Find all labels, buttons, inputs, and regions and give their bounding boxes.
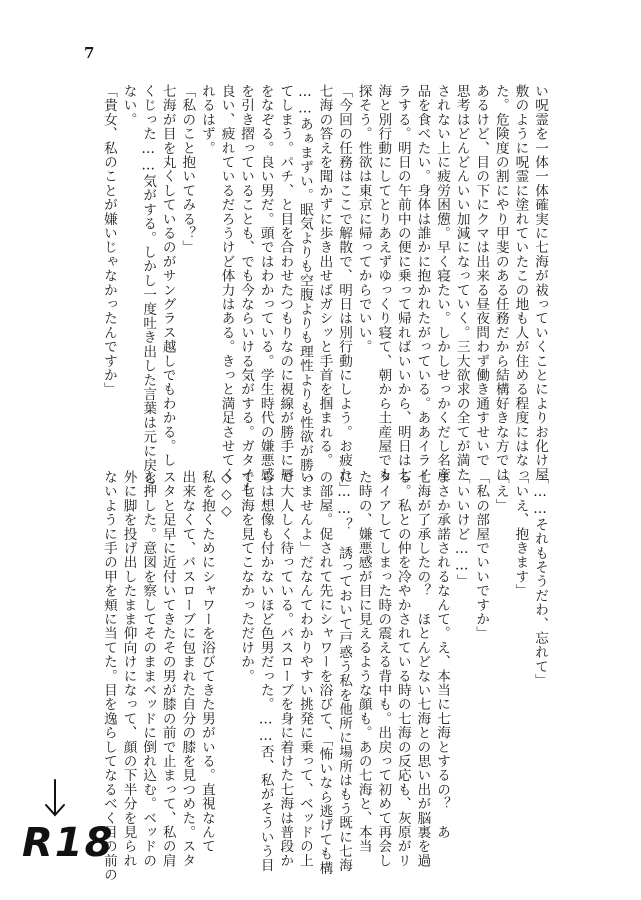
text-line: で七海を見てこなかっただけか。 bbox=[238, 470, 255, 683]
text-line: 「いいけど……」 bbox=[453, 470, 470, 589]
text-line: を押した。意図を察してそのままベッドに倒れ込む。ベッドの bbox=[140, 470, 157, 868]
text-line: 「いえ、抱きます」 bbox=[512, 470, 529, 598]
bottom-text-column bbox=[100, 470, 549, 882]
text-line: ないように手の甲を頬に当てた。目を逸らしてなるべく目の前の bbox=[100, 470, 117, 882]
text-line: ……あぁまずい。眠気よりも空腹よりも理性よりも性欲が勝っ bbox=[296, 84, 313, 487]
text-line: ない。 bbox=[120, 84, 137, 127]
text-line: てしまう。パチ、と目を合わせたつもりなのに視線が勝手に唇 bbox=[277, 84, 294, 482]
text-line: くじった……気がする。しかし一度吐き出した言葉は元に戻ら bbox=[140, 84, 157, 487]
text-line: 七海の答えを聞かずに歩き出せばガシッと手首を掴まれる。 bbox=[316, 84, 333, 468]
text-line: た。危険度の割にやり甲斐のある任務だから結構好きな方では bbox=[492, 84, 509, 482]
text-line: に……？ 誘っておいて戸惑う私を他所に場所はもう既に七海 bbox=[336, 470, 353, 873]
text-line: る。私との仲を冷やかされている時の七海の反応も、灰原がリ bbox=[394, 470, 411, 868]
text-line: 「……それもそうだわ、忘れて」 bbox=[532, 470, 548, 688]
page-number: 7 bbox=[84, 44, 95, 62]
down-arrow-icon bbox=[40, 778, 70, 818]
text-line: あるけど、目の下にクマは出来る昼夜問わず働き通すせいで bbox=[473, 84, 490, 468]
text-line: らは想像も付かないほど色男だった。……否、私がそういう目 bbox=[257, 470, 274, 873]
text-line: スタと足早に近付いてきたその男が膝の前で止まって、私の肩 bbox=[159, 470, 176, 868]
text-line: ◇◇◇ bbox=[218, 470, 235, 520]
top-text-column bbox=[100, 84, 549, 496]
text-line: タイアしてしまった時の震える背中も。出戻って初めて再会し bbox=[375, 470, 392, 868]
text-line: 「貴女、私のことが嫌いじゃなかったんですか」 bbox=[100, 84, 117, 397]
text-line: 「今回の任務はここで解散で、明日は別行動にしよう。お疲れ」 bbox=[336, 84, 353, 496]
text-line: い呪霊を一体一体確実に七海が祓っていくことによりお化け屋 bbox=[532, 84, 548, 482]
text-line: 外に脚を投げ出したまま仰向けになって、顔の下半分を見られ bbox=[120, 470, 137, 868]
text-line: 思考はどんどんいい加減になっていく。三大欲求の全てが満た bbox=[453, 84, 470, 482]
text-line: 私を抱くためにシャワーを浴びてきた男がいる。直視なんて bbox=[198, 470, 215, 854]
text-line: 「え」 bbox=[492, 470, 509, 513]
text-line: 海と別行動にしてとりあえずゆっくり寝て、朝から土産屋でも bbox=[375, 84, 392, 482]
text-line: 良い、疲れているだろうけど体力はある。きっと満足させてく bbox=[218, 84, 235, 482]
text-line: れるはず。 bbox=[198, 84, 215, 155]
r18-label: R18 bbox=[22, 820, 115, 866]
text-line: ラする。明日の午前中の便に乗って帰ればいいから、明日は七 bbox=[394, 84, 411, 482]
text-line: いませんよ」だなんてわかりやすい挑発に乗って、ベッドの上 bbox=[296, 470, 313, 868]
text-line: 七海が了承したの？ ほとんどない七海との思い出が脳裏を過 bbox=[414, 470, 431, 868]
text-line: を引き摺っていることも、でも今ならいける気がする。ガタイも bbox=[238, 84, 255, 496]
text-line: 出来なくて、バスローブに包まれた自分の膝を見つめた。スタ bbox=[179, 470, 196, 868]
text-line: 探そう。性欲は東京に帰ってからでいい。 bbox=[355, 84, 372, 354]
text-line: た時の、嫌悪感が目に見えるような顔も。あの七海と、本当 bbox=[355, 470, 372, 854]
text-line: 「私のこと抱いてみる？」 bbox=[179, 84, 196, 255]
text-line: まさか承諾されるなんて。え、本当に七海とするの？ あ bbox=[434, 470, 451, 840]
text-line: 敷のように呪霊に塗れていたこの地も人が住める程度にはなっ bbox=[512, 84, 529, 482]
text-line: をなぞる。良い男だ。頭ではわかっている。学生時代の嫌悪感 bbox=[257, 84, 274, 482]
text-line: 七海が目を丸くしているのがサングラス越しでもわかる。し bbox=[159, 84, 176, 468]
text-line: で大人しく待っている。バスローブを身に着けた七海は普段か bbox=[277, 470, 294, 868]
text-line: 「私の部屋でいいですか」 bbox=[473, 470, 490, 641]
text-line: 品を食べたい。身体は誰かに抱かれたがっている。ああイライ bbox=[414, 84, 431, 482]
text-line: されない上に疲労困憊。早く寝たい。しかしせっかくだし名産 bbox=[434, 84, 451, 482]
text-line: の部屋。促されて先にシャワーを浴びて、「怖いなら逃げても構 bbox=[316, 470, 333, 875]
